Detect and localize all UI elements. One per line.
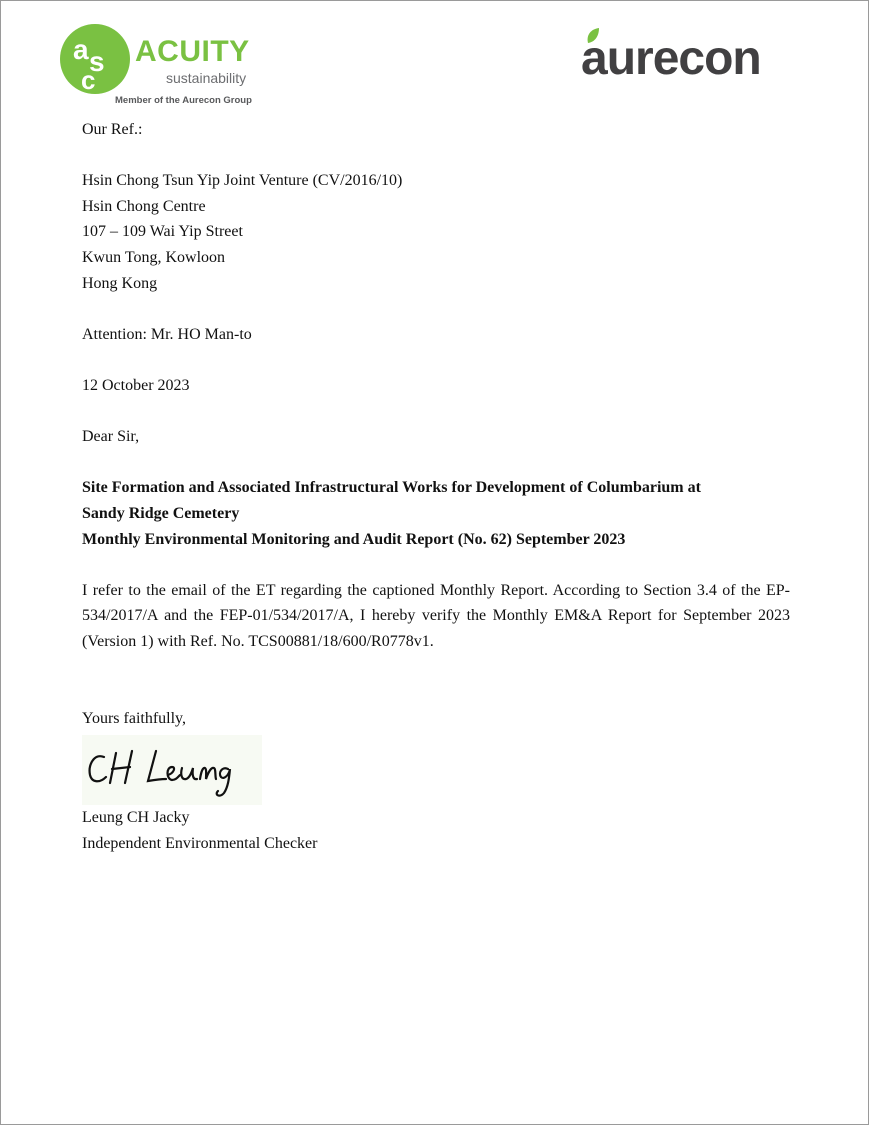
attention-line: Attention: Mr. HO Man-to [82,325,252,343]
acuity-member-text: Member of the Aurecon Group [115,95,252,106]
recipient-line: Kwun Tong, Kowloon [82,248,226,266]
aurecon-wordmark: aurecon [581,32,761,85]
handwritten-signature [82,735,262,805]
svg-text:c: c [81,65,96,95]
acuity-subtitle: sustainability [166,70,247,86]
letter-body [82,117,802,856]
our-ref: Our Ref.: [82,121,143,138]
subject-block [82,475,802,552]
recipient-line: Hong Kong [82,274,158,292]
recipient-line: Hsin Chong Centre [82,197,206,215]
subject-line: Sandy Ridge Cemetery [82,504,240,522]
closing: Yours faithfully, [82,709,187,727]
subject-line: Site Formation and Associated Infrastructural Works for Development of Columbarium at [82,479,701,497]
body-paragraph: I refer to the email of the ET regarding the captioned Monthly Report. According to Section 3.4 of the EP-534/2017/A and the FEP-01/534/2017/A, I hereby verify the Monthly EM&A Report for September 2023 (Version 1) with Ref. No. TCS00881/18/600/R0778v1. [82,581,790,650]
recipient-line: 107 – 109 Wai Yip Street [82,223,243,241]
recipient-line: Hsin Chong Tsun Yip Joint Venture (CV/2016/10) [82,172,403,190]
signer-title: Independent Environmental Checker [82,834,318,852]
aurecon-logo [581,23,811,83]
svg-text:a: a [73,34,89,65]
subject-line: Monthly Environmental Monitoring and Audit Report (No. 62) September 2023 [82,530,626,548]
salutation: Dear Sir, [82,428,140,446]
acuity-mark-icon [59,23,131,95]
signer-name: Leung CH Jacky [82,809,190,827]
signature-image [82,735,262,805]
acuity-brand-name: ACUITY [135,35,250,68]
svg-text:s: s [89,46,105,77]
letter-date: 12 October 2023 [82,376,190,394]
recipient-address [82,168,802,296]
acuity-logo [59,23,279,109]
